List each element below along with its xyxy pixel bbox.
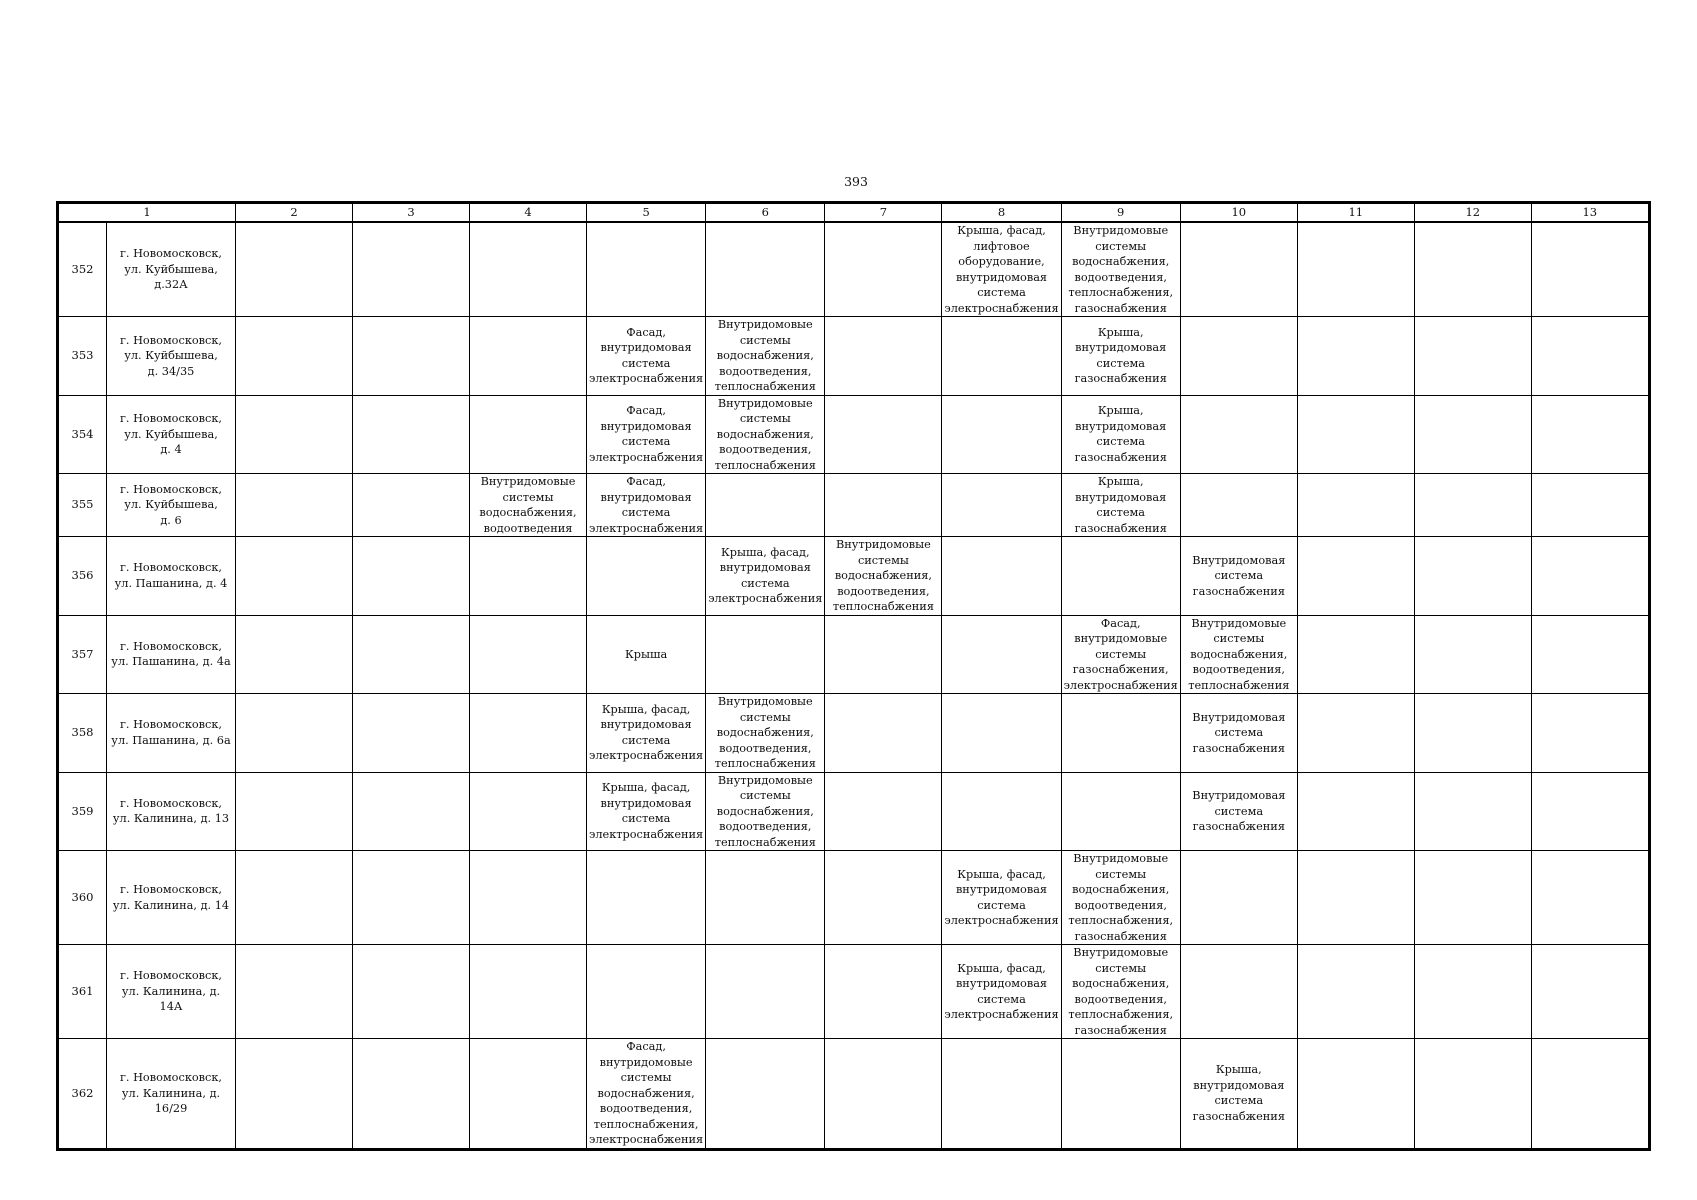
address-cell: г. Новомосковск, ул. Калинина, д. 14А bbox=[107, 945, 236, 1039]
column-header-5: 5 bbox=[587, 204, 706, 223]
work-cell-col-11 bbox=[1297, 694, 1414, 773]
work-cell-col-13 bbox=[1531, 1039, 1648, 1149]
work-cell-col-3 bbox=[353, 395, 470, 474]
work-cell-col-12 bbox=[1414, 1039, 1531, 1149]
work-cell-col-4 bbox=[470, 615, 587, 694]
work-cell-col-5: Фасад, внутридомовая система электроснабжения bbox=[587, 395, 706, 474]
work-cell-col-2 bbox=[236, 317, 353, 396]
work-cell-col-4 bbox=[470, 317, 587, 396]
work-cell-col-7 bbox=[825, 615, 942, 694]
work-cell-col-13 bbox=[1531, 945, 1648, 1039]
column-header-10: 10 bbox=[1180, 204, 1297, 223]
work-cell-col-9: Крыша, внутридомовая система газоснабжения bbox=[1061, 317, 1180, 396]
work-cell-col-5 bbox=[587, 537, 706, 616]
work-cell-col-6: Внутридомовые системы водоснабжения, водоотведения, теплоснабжения bbox=[706, 772, 825, 851]
work-cell-col-11 bbox=[1297, 474, 1414, 537]
work-cell-col-5: Крыша, фасад, внутридомовая система электроснабжения bbox=[587, 772, 706, 851]
work-cell-col-12 bbox=[1414, 317, 1531, 396]
table-row bbox=[59, 474, 1649, 537]
work-cell-col-4 bbox=[470, 851, 587, 945]
address-cell: г. Новомосковск, ул. Куйбышева, д. 34/35 bbox=[107, 317, 236, 396]
work-cell-col-12 bbox=[1414, 945, 1531, 1039]
work-cell-col-8: Крыша, фасад, внутридомовая система электроснабжения bbox=[942, 851, 1061, 945]
work-cell-col-3 bbox=[353, 851, 470, 945]
work-cell-col-11 bbox=[1297, 615, 1414, 694]
work-cell-col-5 bbox=[587, 222, 706, 317]
work-cell-col-5: Фасад, внутридомовая система электроснабжения bbox=[587, 474, 706, 537]
work-cell-col-4 bbox=[470, 772, 587, 851]
data-table bbox=[58, 203, 1649, 1149]
work-cell-col-7 bbox=[825, 694, 942, 773]
work-cell-col-12 bbox=[1414, 395, 1531, 474]
work-cell-col-6 bbox=[706, 945, 825, 1039]
table-row bbox=[59, 395, 1649, 474]
table-row bbox=[59, 537, 1649, 616]
work-cell-col-3 bbox=[353, 945, 470, 1039]
work-cell-col-10: Внутридомовая система газоснабжения bbox=[1180, 537, 1297, 616]
table-row bbox=[59, 772, 1649, 851]
work-cell-col-10 bbox=[1180, 317, 1297, 396]
work-cell-col-11 bbox=[1297, 1039, 1414, 1149]
work-cell-col-10: Внутридомовые системы водоснабжения, водоотведения, теплоснабжения bbox=[1180, 615, 1297, 694]
work-cell-col-2 bbox=[236, 694, 353, 773]
work-cell-col-8 bbox=[942, 1039, 1061, 1149]
work-cell-col-7: Внутридомовые системы водоснабжения, водоотведения, теплоснабжения bbox=[825, 537, 942, 616]
work-cell-col-2 bbox=[236, 222, 353, 317]
address-cell: г. Новомосковск, ул. Калинина, д. 14 bbox=[107, 851, 236, 945]
work-cell-col-4 bbox=[470, 1039, 587, 1149]
work-cell-col-9: Крыша, внутридомовая система газоснабжения bbox=[1061, 474, 1180, 537]
work-cell-col-4: Внутридомовые системы водоснабжения, водоотведения bbox=[470, 474, 587, 537]
work-cell-col-7 bbox=[825, 317, 942, 396]
work-cell-col-8 bbox=[942, 537, 1061, 616]
work-cell-col-7 bbox=[825, 945, 942, 1039]
work-cell-col-6 bbox=[706, 222, 825, 317]
work-cell-col-4 bbox=[470, 395, 587, 474]
work-cell-col-6: Внутридомовые системы водоснабжения, водоотведения, теплоснабжения bbox=[706, 395, 825, 474]
work-cell-col-9: Внутридомовые системы водоснабжения, водоотведения, теплоснабжения, газоснабжения bbox=[1061, 851, 1180, 945]
work-cell-col-7 bbox=[825, 772, 942, 851]
work-cell-col-10 bbox=[1180, 222, 1297, 317]
table-row bbox=[59, 945, 1649, 1039]
work-cell-col-11 bbox=[1297, 945, 1414, 1039]
row-number: 358 bbox=[59, 694, 107, 773]
work-cell-col-5 bbox=[587, 945, 706, 1039]
work-cell-col-6 bbox=[706, 1039, 825, 1149]
column-header-13: 13 bbox=[1531, 204, 1648, 223]
address-cell: г. Новомосковск, ул. Пашанина, д. 6а bbox=[107, 694, 236, 773]
work-cell-col-3 bbox=[353, 694, 470, 773]
work-cell-col-7 bbox=[825, 851, 942, 945]
work-cell-col-5: Фасад, внутридомовая система электроснабжения bbox=[587, 317, 706, 396]
work-cell-col-9: Внутридомовые системы водоснабжения, водоотведения, теплоснабжения, газоснабжения bbox=[1061, 945, 1180, 1039]
work-cell-col-9 bbox=[1061, 694, 1180, 773]
work-cell-col-12 bbox=[1414, 537, 1531, 616]
work-cell-col-2 bbox=[236, 1039, 353, 1149]
work-cell-col-6: Внутридомовые системы водоснабжения, водоотведения, теплоснабжения bbox=[706, 317, 825, 396]
column-header-2: 2 bbox=[236, 204, 353, 223]
table-row bbox=[59, 1039, 1649, 1149]
work-cell-col-3 bbox=[353, 772, 470, 851]
address-cell: г. Новомосковск, ул. Калинина, д. 16/29 bbox=[107, 1039, 236, 1149]
column-header-4: 4 bbox=[470, 204, 587, 223]
work-cell-col-13 bbox=[1531, 537, 1648, 616]
header-row bbox=[59, 204, 1649, 223]
column-header-8: 8 bbox=[942, 204, 1061, 223]
table-row bbox=[59, 317, 1649, 396]
work-cell-col-2 bbox=[236, 851, 353, 945]
work-cell-col-12 bbox=[1414, 851, 1531, 945]
row-number: 355 bbox=[59, 474, 107, 537]
row-number: 360 bbox=[59, 851, 107, 945]
work-cell-col-9: Крыша, внутридомовая система газоснабжения bbox=[1061, 395, 1180, 474]
work-cell-col-12 bbox=[1414, 474, 1531, 537]
work-cell-col-13 bbox=[1531, 694, 1648, 773]
row-number: 356 bbox=[59, 537, 107, 616]
column-header-12: 12 bbox=[1414, 204, 1531, 223]
work-cell-col-12 bbox=[1414, 694, 1531, 773]
work-cell-col-12 bbox=[1414, 772, 1531, 851]
work-cell-col-9 bbox=[1061, 772, 1180, 851]
work-cell-col-2 bbox=[236, 772, 353, 851]
work-cell-col-9: Фасад, внутридомовые системы газоснабжения, электроснабжения bbox=[1061, 615, 1180, 694]
work-cell-col-5 bbox=[587, 851, 706, 945]
work-cell-col-4 bbox=[470, 537, 587, 616]
work-cell-col-10: Крыша, внутридомовая система газоснабжения bbox=[1180, 1039, 1297, 1149]
work-cell-col-10 bbox=[1180, 945, 1297, 1039]
work-cell-col-10: Внутридомовая система газоснабжения bbox=[1180, 772, 1297, 851]
work-cell-col-2 bbox=[236, 474, 353, 537]
work-cell-col-13 bbox=[1531, 615, 1648, 694]
column-header-11: 11 bbox=[1297, 204, 1414, 223]
work-cell-col-6: Крыша, фасад, внутридомовая система электроснабжения bbox=[706, 537, 825, 616]
address-cell: г. Новомосковск, ул. Куйбышева, д.32А bbox=[107, 222, 236, 317]
work-cell-col-10 bbox=[1180, 474, 1297, 537]
work-cell-col-13 bbox=[1531, 222, 1648, 317]
work-cell-col-6: Внутридомовые системы водоснабжения, водоотведения, теплоснабжения bbox=[706, 694, 825, 773]
column-header-1: 1 bbox=[59, 204, 236, 223]
work-cell-col-7 bbox=[825, 474, 942, 537]
row-number: 362 bbox=[59, 1039, 107, 1149]
work-cell-col-12 bbox=[1414, 615, 1531, 694]
work-cell-col-13 bbox=[1531, 851, 1648, 945]
column-header-9: 9 bbox=[1061, 204, 1180, 223]
work-cell-col-3 bbox=[353, 1039, 470, 1149]
work-cell-col-4 bbox=[470, 945, 587, 1039]
work-cell-col-4 bbox=[470, 222, 587, 317]
work-cell-col-5: Фасад, внутридомовые системы водоснабжения, водоотведения, теплоснабжения, электроснабжения bbox=[587, 1039, 706, 1149]
row-number: 352 bbox=[59, 222, 107, 317]
work-cell-col-11 bbox=[1297, 851, 1414, 945]
work-cell-col-13 bbox=[1531, 395, 1648, 474]
work-cell-col-11 bbox=[1297, 317, 1414, 396]
table-row bbox=[59, 615, 1649, 694]
work-cell-col-8 bbox=[942, 694, 1061, 773]
work-cell-col-9: Внутридомовые системы водоснабжения, водоотведения, теплоснабжения, газоснабжения bbox=[1061, 222, 1180, 317]
address-cell: г. Новомосковск, ул. Калинина, д. 13 bbox=[107, 772, 236, 851]
work-cell-col-2 bbox=[236, 945, 353, 1039]
work-cell-col-6 bbox=[706, 474, 825, 537]
work-cell-col-10: Внутридомовая система газоснабжения bbox=[1180, 694, 1297, 773]
row-number: 361 bbox=[59, 945, 107, 1039]
address-cell: г. Новомосковск, ул. Пашанина, д. 4 bbox=[107, 537, 236, 616]
work-cell-col-7 bbox=[825, 395, 942, 474]
table-row bbox=[59, 851, 1649, 945]
work-cell-col-2 bbox=[236, 395, 353, 474]
work-cell-col-13 bbox=[1531, 317, 1648, 396]
work-cell-col-5: Крыша bbox=[587, 615, 706, 694]
row-number: 357 bbox=[59, 615, 107, 694]
work-cell-col-2 bbox=[236, 615, 353, 694]
work-cell-col-7 bbox=[825, 1039, 942, 1149]
table-row bbox=[59, 694, 1649, 773]
work-cell-col-8 bbox=[942, 317, 1061, 396]
work-cell-col-13 bbox=[1531, 772, 1648, 851]
work-cell-col-8 bbox=[942, 615, 1061, 694]
address-cell: г. Новомосковск, ул. Пашанина, д. 4а bbox=[107, 615, 236, 694]
work-cell-col-3 bbox=[353, 615, 470, 694]
work-cell-col-4 bbox=[470, 694, 587, 773]
column-header-6: 6 bbox=[706, 204, 825, 223]
work-cell-col-9 bbox=[1061, 1039, 1180, 1149]
work-cell-col-3 bbox=[353, 537, 470, 616]
work-cell-col-3 bbox=[353, 474, 470, 537]
work-cell-col-11 bbox=[1297, 222, 1414, 317]
work-cell-col-8 bbox=[942, 772, 1061, 851]
work-cell-col-8: Крыша, фасад, внутридомовая система электроснабжения bbox=[942, 945, 1061, 1039]
work-cell-col-5: Крыша, фасад, внутридомовая система электроснабжения bbox=[587, 694, 706, 773]
address-cell: г. Новомосковск, ул. Куйбышева, д. 4 bbox=[107, 395, 236, 474]
page-number: 393 bbox=[844, 174, 868, 189]
work-cell-col-6 bbox=[706, 615, 825, 694]
work-cell-col-3 bbox=[353, 222, 470, 317]
column-header-3: 3 bbox=[353, 204, 470, 223]
work-cell-col-7 bbox=[825, 222, 942, 317]
work-cell-col-8 bbox=[942, 395, 1061, 474]
work-cell-col-10 bbox=[1180, 395, 1297, 474]
work-cell-col-9 bbox=[1061, 537, 1180, 616]
address-cell: г. Новомосковск, ул. Куйбышева, д. 6 bbox=[107, 474, 236, 537]
column-header-7: 7 bbox=[825, 204, 942, 223]
table-row bbox=[59, 222, 1649, 317]
work-cell-col-12 bbox=[1414, 222, 1531, 317]
row-number: 359 bbox=[59, 772, 107, 851]
work-cell-col-6 bbox=[706, 851, 825, 945]
work-cell-col-3 bbox=[353, 317, 470, 396]
row-number: 353 bbox=[59, 317, 107, 396]
work-cell-col-8: Крыша, фасад, лифтовое оборудование, внутридомовая система электроснабжения bbox=[942, 222, 1061, 317]
work-cell-col-2 bbox=[236, 537, 353, 616]
work-cell-col-11 bbox=[1297, 395, 1414, 474]
work-cell-col-10 bbox=[1180, 851, 1297, 945]
work-cell-col-11 bbox=[1297, 537, 1414, 616]
work-cell-col-13 bbox=[1531, 474, 1648, 537]
row-number: 354 bbox=[59, 395, 107, 474]
work-cell-col-8 bbox=[942, 474, 1061, 537]
work-cell-col-11 bbox=[1297, 772, 1414, 851]
